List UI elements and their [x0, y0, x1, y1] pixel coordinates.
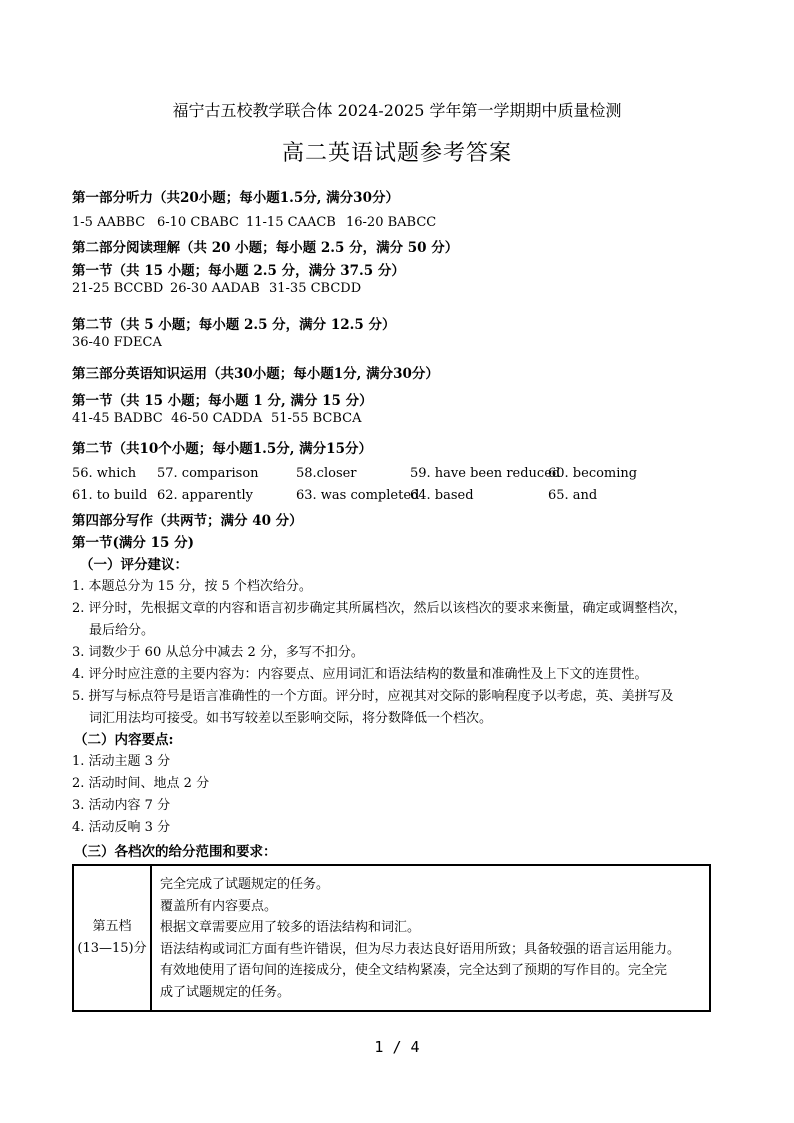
part2-section1-answer-2: 26-30 AADAB: [170, 281, 260, 296]
advice-item-2-cont: 最后给分。: [89, 623, 155, 638]
grade-table: [72, 864, 711, 1012]
grade-requirements-cell: [160, 874, 703, 1003]
blank-answer-64: 64. based: [410, 488, 474, 503]
part1-heading: 第一部分听力（共20小题；每小题1.5分, 满分30分）: [72, 190, 399, 206]
grade-level: 第五档: [92, 919, 132, 934]
exam-title: 福宁古五校教学联合体 2024-2025 学年第一学期期中质量检测: [172, 101, 622, 120]
blank-answer-56: 56. which: [72, 466, 137, 481]
part4-heading: 第四部分写作（共两节；满分 40 分）: [72, 513, 303, 529]
blank-answer-61: 61. to build: [72, 488, 148, 503]
grade-requirement-line: 完全完成了试题规定的任务。: [160, 877, 330, 892]
blank-answer-60: 60. becoming: [548, 466, 638, 481]
content-item-4: 4. 活动反响 3 分: [72, 820, 171, 835]
blank-answer-63: 63. was completed: [296, 488, 420, 503]
advice-item-2: 2. 评分时，先根据文章的内容和语言初步确定其所属档次，然后以该档次的要求来衡量，确定或调整档次，: [72, 601, 687, 616]
part3-section1-answer-1: 41-45 BADBC: [72, 411, 163, 426]
part2-heading: 第二部分阅读理解（共 20 小题；每小题 2.5 分，满分 50 分）: [72, 240, 459, 256]
part3-section1-answer-3: 51-55 BCBCA: [271, 411, 362, 426]
advice-item-5: 5. 拼写与标点符号是语言准确性的一个方面。评分时，应视其对交际的影响程度予以考虑，英、美拼写及: [72, 689, 674, 704]
part1-answer-2: 6-10 CBABC: [157, 215, 239, 230]
page-number: 1 / 4: [374, 1038, 420, 1056]
grade-requirement-line: 覆盖所有内容要点。: [160, 898, 278, 914]
blank-answer-59: 59. have been reduced: [410, 466, 561, 481]
blank-answer-58: 58.closer: [296, 466, 357, 481]
content-item-2: 2. 活动时间、地点 2 分: [72, 776, 210, 791]
grade-requirement-line: 根据文章需要应用了较多的语法结构和词汇。: [160, 920, 421, 935]
blank-answer-62: 62. apparently: [157, 488, 253, 503]
part1-answer-4: 16-20 BABCC: [346, 215, 437, 230]
answer-key-title: 高二英语试题参考答案: [281, 141, 512, 166]
blank-answer-57: 57. comparison: [157, 466, 259, 481]
advice-item-4: 4. 评分时应注意的主要内容为：内容要点、应用词汇和语法结构的数量和准确性及上下文的连贯性。: [72, 667, 648, 682]
part2-section2-answers: 36-40 FDECA: [72, 335, 162, 350]
content-heading: （二）内容要点:: [74, 732, 174, 748]
part3-section2-heading: 第二节（共10个小题；每小题1.5分, 满分15分）: [72, 441, 372, 457]
part2-section1-answer-1: 21-25 BCCBD: [72, 281, 164, 296]
grade-requirement-line: 成了试题规定的任务。: [160, 984, 291, 1000]
advice-heading: （一）评分建议：: [80, 557, 188, 573]
grade-heading: （三）各档次的给分范围和要求：: [74, 844, 277, 860]
grade-level-cell: [74, 866, 152, 1010]
advice-item-1: 1. 本题总分为 15 分，按 5 个档次给分。: [72, 579, 312, 594]
part1-answer-3: 11-15 CAACB: [246, 215, 336, 230]
content-item-1: 1. 活动主题 3 分: [72, 754, 171, 769]
part1-answer-1: 1-5 AABBC: [72, 215, 146, 230]
part3-heading: 第三部分英语知识运用（共30小题；每小题1分, 满分30分）: [72, 366, 439, 382]
content-item-3: 3. 活动内容 7 分: [72, 798, 171, 813]
part3-section1-heading: 第一节（共 15 小题；每小题 1 分, 满分 15 分）: [72, 393, 373, 409]
grade-range: (13—15)分: [77, 941, 147, 956]
part2-section1-heading: 第一节（共 15 小题；每小题 2.5 分，满分 37.5 分）: [72, 263, 405, 279]
part3-section1-answer-2: 46-50 CADDA: [171, 411, 263, 426]
grade-requirement-line: 语法结构或词汇方面有些许错误，但为尽力表达良好语用所致；具备较强的语言运用能力。: [160, 941, 681, 957]
advice-item-5-cont: 词汇用法均可接受。如书写较差以至影响交际，将分数降低一个档次。: [89, 711, 493, 726]
advice-item-3: 3. 词数少于 60 从总分中减去 2 分，多写不扣分。: [72, 645, 364, 660]
part2-section2-heading: 第二节（共 5 小题；每小题 2.5 分，满分 12.5 分）: [72, 317, 396, 333]
grade-requirement-line: 有效地使用了语句间的连接成分，使全文结构紧凑，完全达到了预期的写作目的。完全完: [160, 963, 668, 978]
part4-section1-heading: 第一节(满分 15 分): [72, 535, 194, 551]
blank-answer-65: 65. and: [548, 488, 598, 503]
part2-section1-answer-3: 31-35 CBCDD: [269, 281, 362, 296]
